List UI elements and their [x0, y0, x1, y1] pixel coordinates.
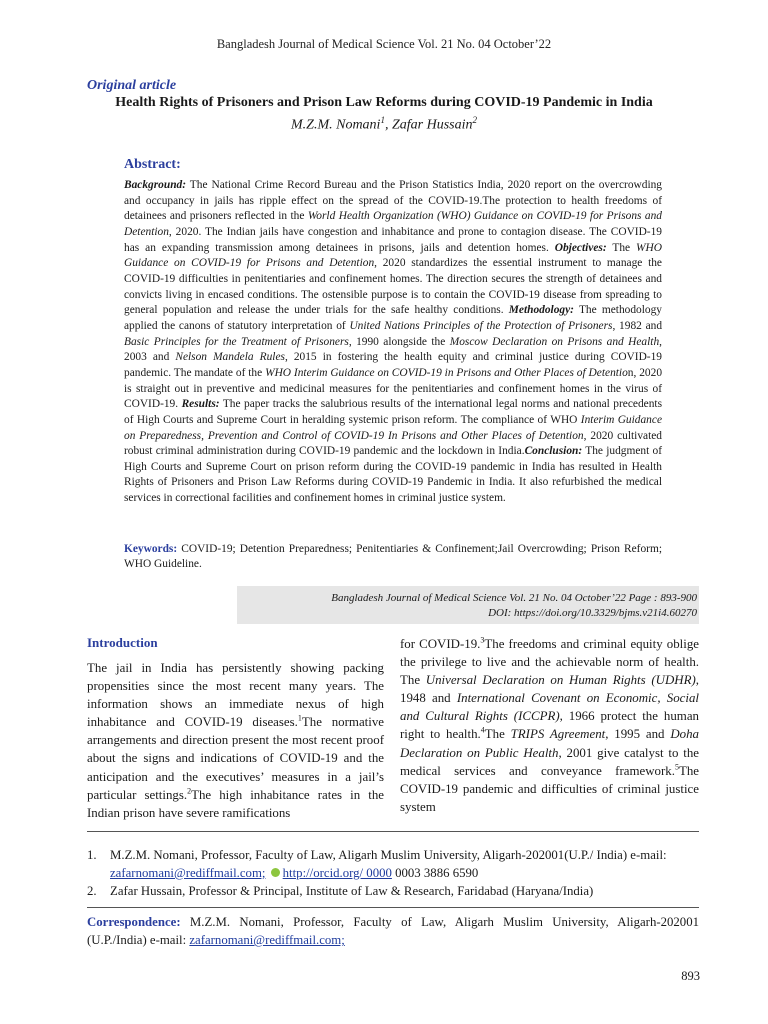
body-text: The [484, 727, 511, 742]
body-text: for COVID-19. [400, 637, 481, 651]
citation-ref: 4 [480, 726, 485, 736]
body-italic-text: Doha Declaration on Public Health [400, 727, 699, 760]
article-type: Original article [87, 78, 177, 93]
abstract-italic-text: Moscow Declaration on Prisons and Health [449, 335, 660, 348]
abstract-italic-text: World Health Organization (WHO) Guidance on COVID-19 for Prisons and Detention [124, 210, 662, 238]
body-text: The normative arrangements and direction present the most recent proof about the signs and indications of COVID-19 and the anticipation and the executives’ measures in a jail’s particular settings. [87, 715, 384, 802]
paper-title: Health Rights of Prisoners and Prison Law Reforms during COVID-19 Pandemic in India [115, 95, 653, 110]
conclusion-label: Conclusion: [524, 445, 583, 458]
abstract-text: , 1982 and [612, 319, 663, 332]
body-column-right [400, 635, 699, 816]
abstract-text: n, 2020 is straight out in preventive and medicinal measures for the penitentiaries and confinement homes in the virus of COVID-19. [124, 366, 663, 411]
orcid-link[interactable]: http://orcid.org/ 0000 [282, 866, 392, 880]
correspondence-divider [87, 907, 699, 908]
body-text: The high inhabitance rates in the Indian prison have severe ramifications [87, 787, 384, 820]
citation-line: Bangladesh Journal of Medical Science Vol. 21 No. 04 October’22 Page : 893-900 [331, 592, 697, 604]
footnote-number: 1. [87, 848, 97, 862]
body-text: , 2001 give catalyst to the medical services and conveyance framework. [400, 745, 699, 778]
citation-ref: 1 [297, 713, 302, 723]
footnote-item [87, 882, 699, 900]
results-label: Results: [181, 398, 220, 411]
footnote-text: M.Z.M. Nomani, Professor, Faculty of Law, Aligarh Muslim University, Aligarh-202001(U.P./ India) e-mail: [110, 848, 667, 862]
body-text: The COVID-19 pandemic and difficulties of criminal justice system [400, 763, 699, 814]
footnote-text: Zafar Hussain, Professor & Principal, Institute of Law & Research, Faridabad (Haryana/India) [110, 884, 594, 898]
body-text: , 1948 and [400, 673, 699, 706]
abstract-text: , 2020 standardizes the essential instrument to manage the COVID-19 difficulties in penitentiaries and confinement homes. The direction secures the strength of detainees and convicts living in encased conditions. The ostensible purpose is to contain the COVID-19 disease from spreading to general population and release the under trials for the safe healthy conditions. [124, 257, 662, 317]
abstract-text: , 2003 and [124, 335, 662, 364]
abstract-text: The [606, 241, 637, 254]
body-text: , 1995 and [605, 727, 671, 742]
author-name: M.Z.M. Nomani [291, 117, 381, 133]
abstract-body [124, 178, 662, 507]
author-name: Zafar Hussain [391, 117, 473, 133]
abstract-italic-text: Interim Guidance on Preparedness, Prevention and Control of COVID-19 In Prisons and Other Places of Detention [124, 413, 662, 442]
running-head: Bangladesh Journal of Medical Science Vol. 21 No. 04 October’22 [216, 37, 552, 51]
abstract-text: The National Crime Record Bureau and the Prison Statistics India, 2020 report on the overcrowding and occupancy in jails has ripple effect on the spread of the COVID-19.The protection to health freedoms of detainees and prisoners reflected in the [124, 179, 662, 223]
body-column-left [87, 635, 384, 822]
introduction-paragraph-continued [400, 635, 699, 816]
author-affiliation-mark: 1 [380, 115, 385, 125]
body-italic-text: TRIPS Agreement [510, 727, 606, 742]
author-affiliation-mark: 2 [472, 115, 477, 125]
citation-ref: 2 [187, 786, 192, 796]
citation-ref: 3 [480, 635, 485, 645]
footnote-item [87, 846, 699, 882]
correspondence-label: Correspondence: [87, 915, 181, 929]
doi-line: DOI: https://doi.org/10.3329/bjms.v21i4.60270 [488, 607, 697, 619]
abstract-italic-text: WHO Interim Guidance on COVID-19 in Prisons and Other Places of Detentio [265, 366, 628, 379]
background-label: Background: [124, 179, 187, 191]
abstract-text: The paper tracks the salubrious results of the international legal norms and national precedents of High Courts and Supreme Court in heralding systemic prison reform. The compliance of WHO [124, 398, 663, 426]
body-text: The freedoms and criminal equity oblige the privilege to live and the achievable norm of health. The [400, 637, 700, 688]
correspondence-text: M.Z.M. Nomani, Professor, Faculty of Law, Aligarh Muslim University, Aligarh-202001 (U.P./India) e-mail: [87, 915, 699, 947]
citation-box [237, 586, 699, 624]
orcid-icon [271, 868, 280, 877]
abstract-heading: Abstract: [124, 157, 181, 172]
citation-ref: 5 [674, 762, 679, 772]
keywords-label: Keywords: [124, 543, 178, 555]
introduction-paragraph [87, 659, 384, 822]
abstract-text: , 1990 alongside the [348, 335, 450, 348]
methodology-label: Methodology: [508, 304, 574, 317]
abstract-italic-text: Nelson Mandela Rules [175, 351, 285, 364]
author-list: M.Z.M. Nomani$^1$, Zafar Hussain$^2$ [291, 115, 477, 133]
abstract-text: , 2015 in fostering the health equity and criminal justice during COVID-19 pandemic. The mandate of the [124, 351, 662, 379]
correspondence-email-link[interactable]: zafarnomani@rediffmail.com; [189, 933, 345, 947]
abstract-italic-text: WHO Guidance on COVID-19 for Prisons and Detention [124, 241, 662, 270]
author-email-link[interactable]: zafarnomani@rediffmail.com; [110, 866, 266, 880]
abstract-text: The methodology applied the canons of statutory interpretation of [124, 304, 662, 332]
abstract-text: , 2020 cultivated robust criminal administration during COVID-19 pandemic and the lockdown in India. [124, 429, 662, 458]
abstract-italic-text: United Nations Principles of the Protection of Prisoners [349, 319, 613, 332]
abstract-text: , 2020. The Indian jails have congestion and inhabitance and prone to contagion disease. The COVID-19 has an expanding transmission among detainees in prisons, jails and detention homes. [124, 225, 662, 254]
introduction-heading: Introduction [87, 635, 158, 650]
objectives-label: Objectives: [554, 241, 607, 254]
footnote-list [87, 846, 699, 900]
body-text: The jail in India has persistently showing packing propensities since the most recent many years. The information shows an immediate nexus of high inhabitance and COVID-19 diseases. [87, 661, 384, 730]
page-number: 893 [681, 969, 700, 983]
body-text: , 1966 protect the human right to health. [400, 709, 699, 742]
keywords [124, 542, 662, 573]
body-italic-text: Universal Declaration on Human Rights (UDHR) [425, 673, 696, 688]
footnote-number: 2. [87, 884, 97, 898]
footnote-divider [87, 831, 699, 832]
abstract-text: The judgment of High Courts and Supreme Court on prison reform during the COVID-19 pandemic in India has resulted in Health Rights of Prisoners and Prison Law Reforms during COVID-19 Pandemic in India. It also refurbished the medical services in correctional facilities and confinement homes in criminal justice system. [124, 445, 662, 505]
abstract-italic-text: Basic Principles for the Treatment of Prisoners [124, 335, 349, 348]
keywords-text: COVID-19; Detention Preparedness; Penitentiaries & Confinement;Jail Overcrowding; Prison Reform; WHO Guideline. [124, 543, 662, 571]
body-italic-text: International Covenant on Economic, Social and Cultural Rights (ICCPR) [400, 691, 699, 724]
correspondence [87, 913, 699, 949]
orcid-id-rest: 0003 3886 6590 [391, 866, 479, 880]
